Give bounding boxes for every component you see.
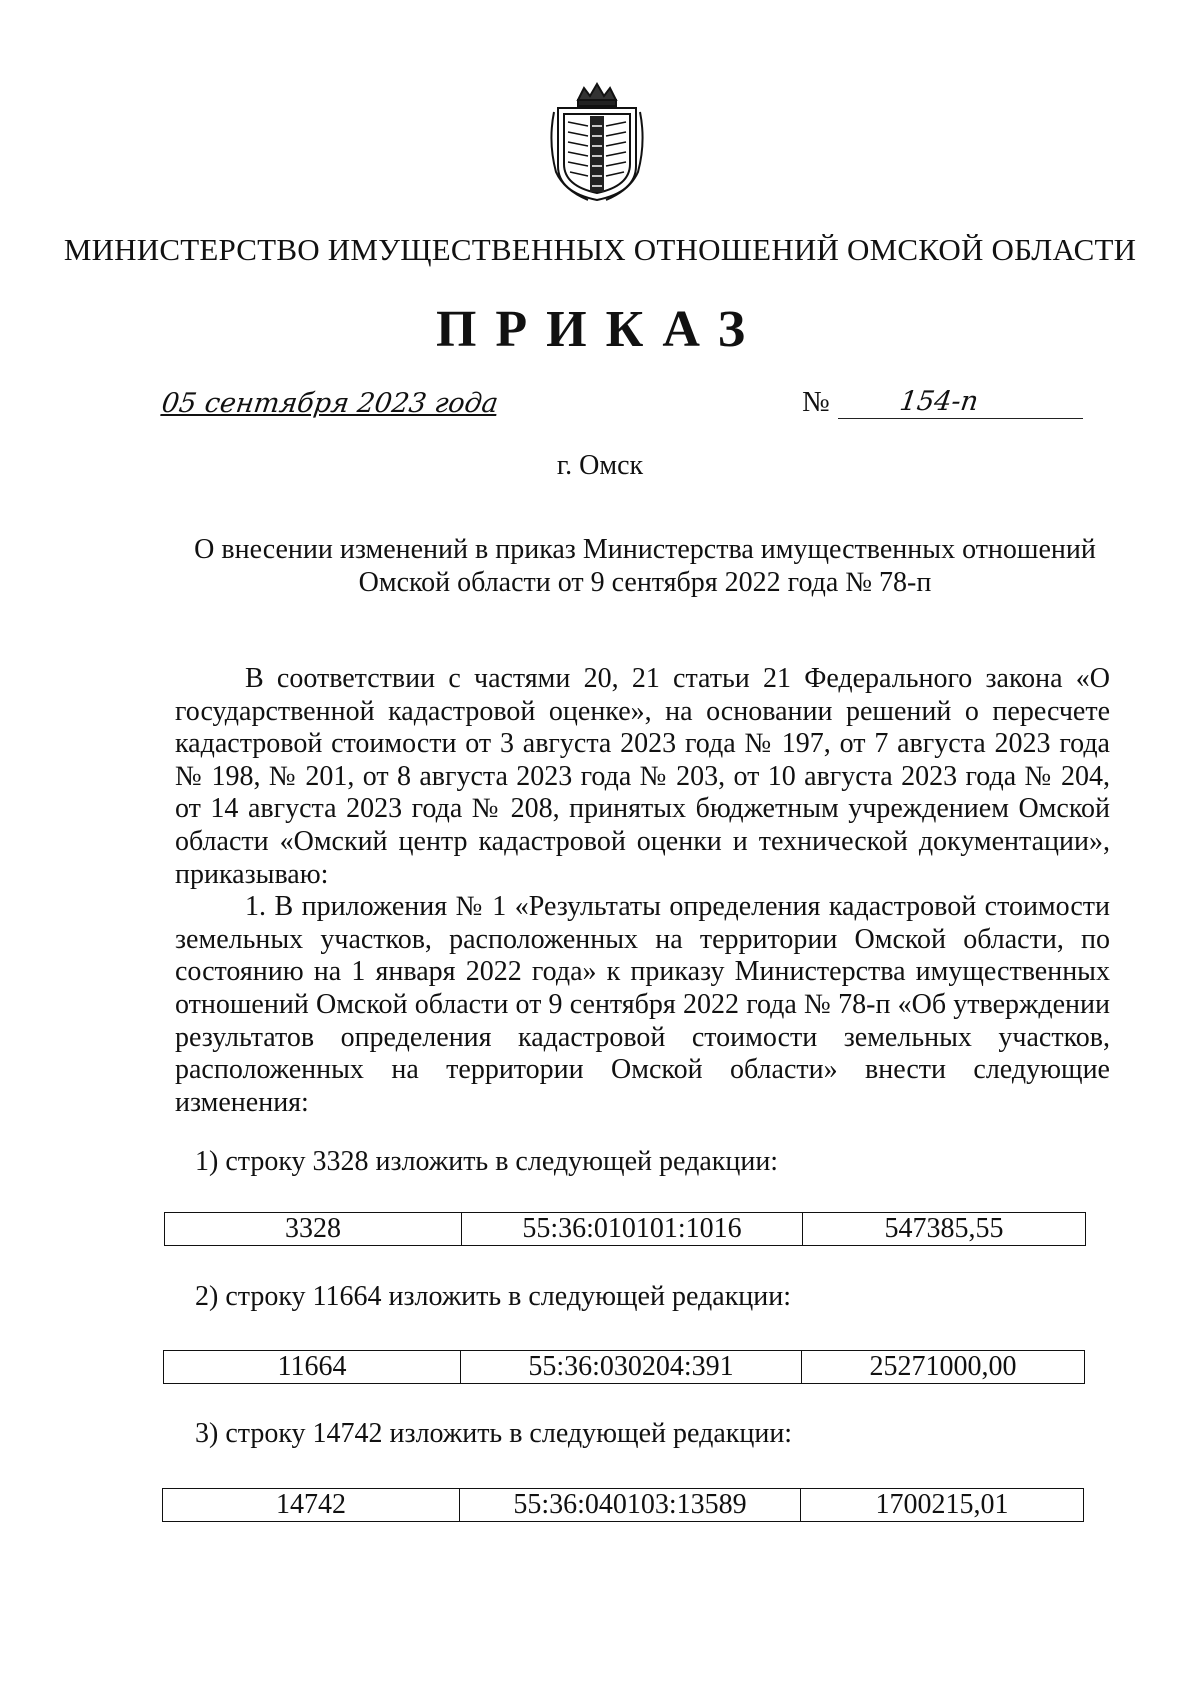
row-number-cell: 14742: [163, 1489, 460, 1522]
change-item-1-label: 1) строку 3328 изложить в следующей редакции:: [195, 1146, 779, 1177]
document-type-title: ПРИКАЗ: [435, 301, 765, 358]
handwritten-number: 154-п: [897, 386, 981, 417]
city: г. Омск: [556, 450, 644, 481]
order-subject: [185, 533, 1105, 599]
change-row-table-2: [163, 1350, 1085, 1384]
order-body: [175, 663, 1110, 1119]
cadastral-number-cell: 55:36:030204:391: [461, 1351, 802, 1384]
row-number-cell: 3328: [165, 1213, 462, 1246]
subject-line-1: О внесении изменений в приказ Министерства имущественных отношений: [194, 534, 1096, 565]
change-item-3-label: 3) строку 14742 изложить в следующей редакции:: [195, 1418, 793, 1449]
table-row: [165, 1213, 1086, 1246]
table-row: [163, 1489, 1084, 1522]
number-sign: №: [802, 386, 830, 418]
cadastral-value-cell: 1700215,01: [801, 1489, 1084, 1522]
change-row-table-1: [164, 1212, 1086, 1246]
cadastral-value-cell: 547385,55: [803, 1213, 1086, 1246]
cadastral-number-cell: 55:36:040103:13589: [460, 1489, 801, 1522]
paragraph-item-1: 1. В приложения № 1 «Результаты определения кадастровой стоимости земельных участков, расположенных на территории Омской области, по состоянию на 1 января 2022 года» к приказу Министерства имущественных отношений Омской области от 9 сентября 2022 года № 78-п «Об утверждении результатов определения кадастровой стоимости земельных участков, расположенных на территории Омской области» внести следующие изменения:: [175, 891, 1110, 1118]
number-underline: [838, 418, 1083, 419]
handwritten-date: 05 сентября 2023 года: [159, 388, 501, 419]
coat-of-arms-emblem: [548, 82, 646, 204]
cadastral-number-cell: 55:36:010101:1016: [462, 1213, 803, 1246]
cadastral-value-cell: 25271000,00: [802, 1351, 1085, 1384]
subject-line-2: Омской области от 9 сентября 2022 года № 78-п: [358, 567, 932, 598]
change-item-2-label: 2) строку 11664 изложить в следующей редакции:: [195, 1281, 792, 1312]
row-number-cell: 11664: [164, 1351, 461, 1384]
paragraph-preamble: В соответствии с частями 20, 21 статьи 21 Федерального закона «О государственной кадастровой оценке», на основании решений о пересчете кадастровой стоимости от 3 августа 2023 года № 197, от 7 августа 2023 года № 198, № 201, от 8 августа 2023 года № 203, от 10 августа 2023 года № 204, от 14 августа 2023 года № 208, принятых бюджетным учреждением Омской области «Омский центр кадастровой оценки и технической документации», приказываю:: [175, 663, 1110, 890]
change-row-table-3: [162, 1488, 1084, 1522]
table-row: [164, 1351, 1085, 1384]
ministry-name: МИНИСТЕРСТВО ИМУЩЕСТВЕННЫХ ОТНОШЕНИЙ ОМСКОЙ ОБЛАСТИ: [63, 232, 1137, 267]
